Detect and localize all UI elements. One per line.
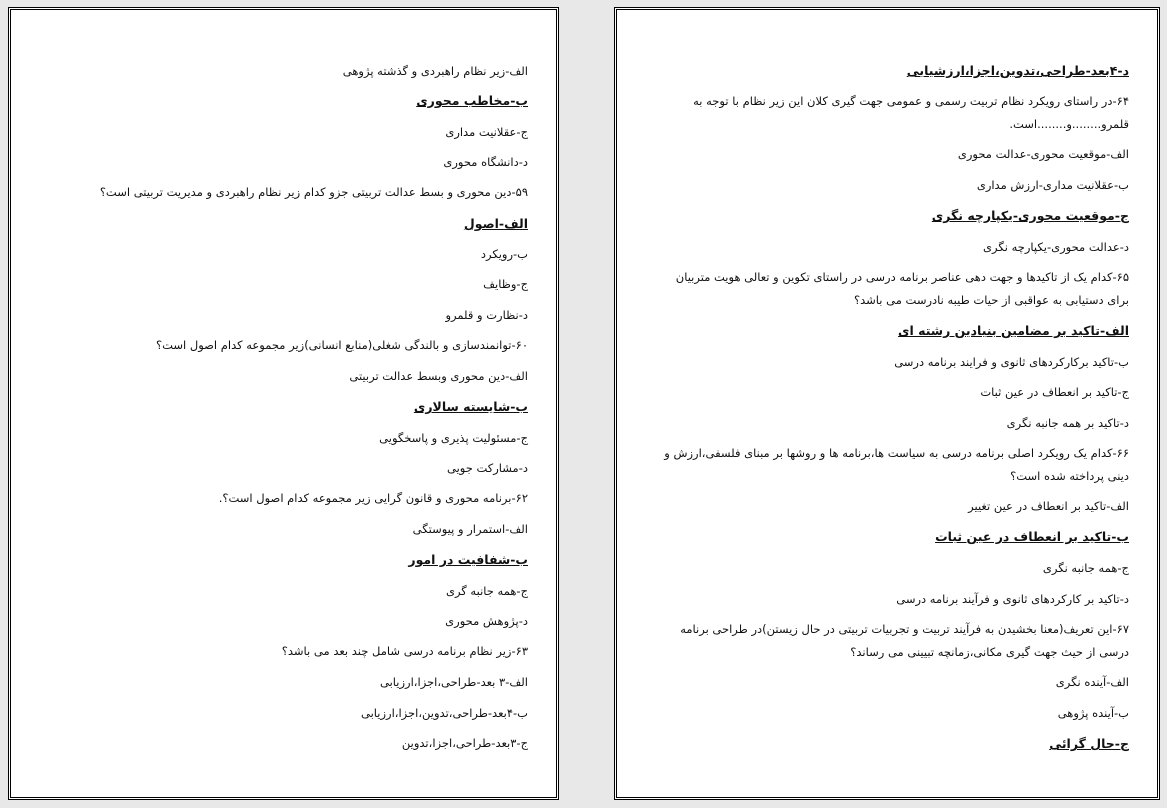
correct-answer: الف-تاکید بر مضامین بنیادین رشته ای (898, 323, 1129, 338)
answer-option: ج-همه جانبه گری (445, 584, 528, 598)
correct-answer: ج-حال گرائی (1049, 736, 1129, 751)
answer-option: ب-عقلانیت مداری-ارزش مداری (976, 178, 1129, 192)
answer-option: ج-۳بعد-طراحی،اجزا،تدوین (401, 736, 528, 750)
correct-answer: د-۴بعد-طراحی،تدوین،اجزا،ارزشیابی (906, 63, 1129, 78)
document-page-left (8, 7, 559, 800)
answer-option: ب-۴بعد-طراحی،تدوین،اجزا،ارزیابی (360, 706, 528, 720)
answer-option: الف-استمرار و پیوستگی (412, 522, 528, 536)
answer-option: الف-دین محوری وبسط عدالت تربیتی (349, 369, 528, 383)
question-65: ۶۵-کدام یک از تاکیدها و جهت دهی عناصر برنامه درسی در راستای تکوین و تعالی هویت متربیان برای دستیابی به عواقبی از حیات طیبه نادرست می باشد؟ (675, 270, 1129, 307)
document-page-right (614, 7, 1160, 800)
answer-option: الف-موقعیت محوری-عدالت محوری (957, 147, 1129, 161)
answer-option: الف-آینده نگری (1055, 675, 1129, 689)
answer-option: د-دانشگاه محوری (443, 155, 528, 169)
answer-option: الف-تاکید بر انعطاف در عین تغییر (968, 499, 1129, 513)
answer-option: د-تاکید بر همه جانبه نگری (1006, 416, 1129, 430)
answer-option: ج-مسئولیت پذیری و پاسخگویی (379, 431, 528, 445)
answer-option: د-نظارت و قلمرو (445, 308, 528, 322)
answer-option: ب-آینده پژوهی (1057, 706, 1129, 720)
answer-option: ج-عقلانیت مداری (445, 125, 528, 139)
question-67: ۶۷-این تعریف(معنا بخشیدن به فرآیند تربیت و تجربیات تربیتی در حال زیستن)در طراحی برنامه درسی از حیث جهت گیری مکانی،زمانچه تبیینی می رساند؟ (680, 622, 1129, 659)
question-62: ۶۲-برنامه محوری و قانون گرایی زیر مجموعه کدام اصول است؟. (218, 491, 528, 505)
question-59: ۵۹-دین محوری و بسط عدالت تربیتی جزو کدام زیر نظام راهبردی و مدیریت تربیتی است؟ (99, 185, 528, 199)
question-60: ۶۰-توانمندسازی و بالندگی شغلی(منابع انسانی)زیر مجموعه کدام اصول است؟ (155, 338, 528, 352)
answer-option: د-پژوهش محوری (445, 614, 528, 628)
answer-option: د-عدالت محوری-یکپارچه نگری (983, 240, 1129, 254)
text-line: الف-زیر نظام راهبردی و گذشته پژوهی (342, 64, 528, 78)
correct-answer: ج-موقعیت محوری-یکپارچه نگری (931, 208, 1129, 223)
question-66: ۶۶-کدام یک رویکرد اصلی برنامه درسی به سیاست ها،برنامه ها و روشها بر مبنای فلسفی،ارزش و دینی پرداخته شده است؟ (664, 446, 1129, 483)
question-63: ۶۳-زیر نظام برنامه درسی شامل چند بعد می باشد؟ (281, 644, 528, 658)
answer-option: د-مشارکت جویی (446, 461, 528, 475)
answer-option: د-تاکید بر کارکردهای ثانوی و فرآیند برنامه درسی (896, 592, 1129, 606)
correct-answer: ب-شایسته سالاری (413, 399, 528, 414)
answer-option: ج-وظایف (483, 277, 528, 291)
answer-option: ج-همه جانبه نگری (1042, 561, 1129, 575)
answer-option: الف-۳ بعد-طراحی،اجزا،ارزیابی (380, 675, 528, 689)
correct-answer: ب-شفافیت در امور (408, 552, 528, 567)
answer-option: ب-تاکید برکارکردهای ثانوی و فرایند برنامه درسی (894, 355, 1129, 369)
question-64: ۶۴-در راستای رویکرد نظام تربیت رسمی و عمومی جهت گیری کلان این زیر نظام با توجه به قلمرو........و........است. (693, 94, 1129, 131)
correct-answer: الف-اصول (463, 216, 528, 231)
answer-option: ج-تاکید بر انعطاف در عین ثبات (980, 385, 1129, 399)
correct-answer: ب-مخاطب محوری (416, 93, 528, 108)
answer-option: ب-رویکرد (480, 247, 528, 261)
correct-answer: ب-تاکید بر انعطاف در عین ثبات (935, 529, 1129, 544)
